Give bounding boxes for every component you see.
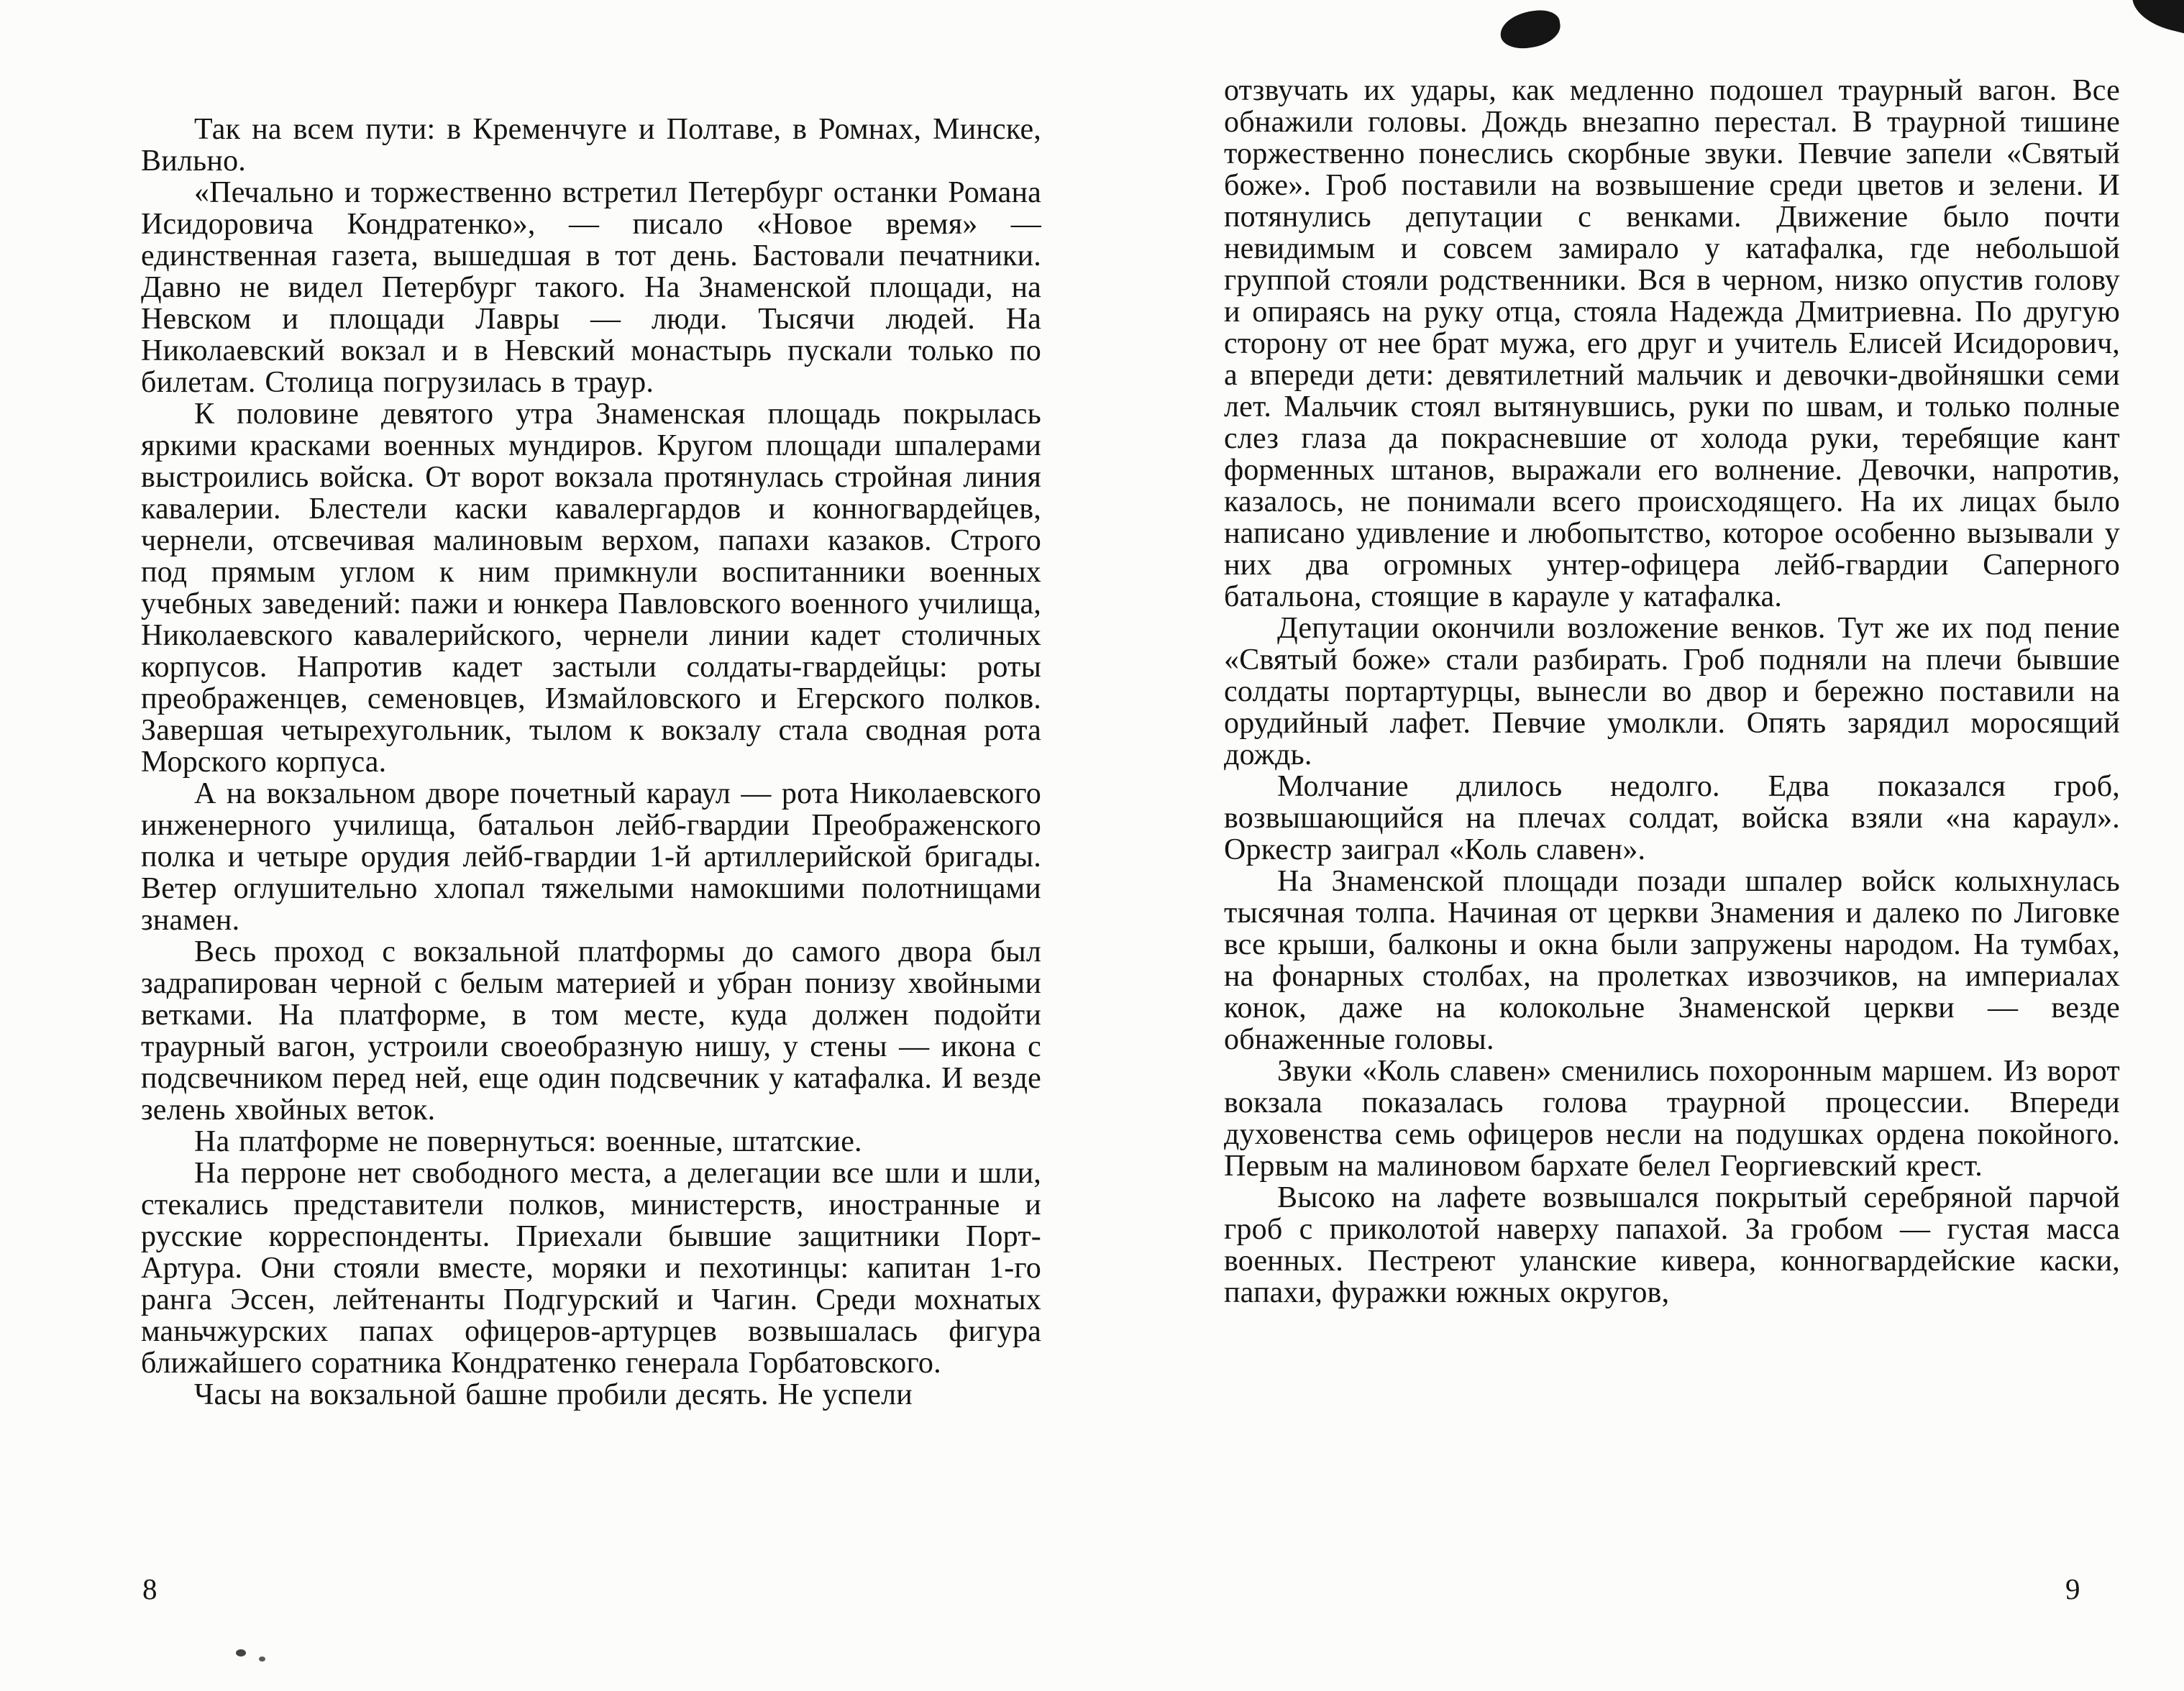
paragraph: Так на всем пути: в Кременчуге и Полтаве, в Ромнах, Минске, Вильно.	[141, 113, 1041, 178]
paragraph: На перроне нет свободного места, а делегации все шли и шли, стекались представители полков, министерств, иностранные и русские корреспонденты. Приехали бывшие защитники Порт-Артура. Они стояли вместе, моряки и пехотинцы: капитан 1-го ранга Эссен, лейтенанты Подгурский и Чагин. Среди мохнатых маньчжурских папах офицеров-артурцев возвышалась фигура ближайшего соратника Кондратенко генерала Горбатовского.	[141, 1157, 1041, 1380]
scan-artifact	[236, 1649, 246, 1656]
paragraph-continuation: отзвучать их удары, как медленно подошел траурный вагон. Все обнажили головы. Дождь внезапно перестал. В траурной тишине торжественно понеслись скорбные звуки. Певчие запели «Святый боже». Гроб поставили на возвышение среди цветов и зелени. И потянулись депутации с венками. Движение было почти невидимым и совсем замирало у катафалка, где небольшой группой стояли родственники. Вся в черном, низко опустив голову и опираясь на руку отца, стояла Надежда Дмитриевна. По другую сторону от нее брат мужа, его друг и учитель Елисей Исидорович, а впереди дети: девятилетний мальчик и девочки-двойняшки семи лет. Мальчик стоял вытянувшись, руки по швам, и только полные слез глаза да покрасневшие от холода руки, теребящие кант форменных штанов, выражали его волнение. Девочки, напротив, казалось, не понимали всего происходящего. На их лицах было написано удивление и любопытство, которое особенно вызывали у них два огромных унтер-офицера лейб-гвардии Саперного батальона, стоящие в карауле у катафалка.	[1224, 74, 2120, 613]
scan-artifact	[1498, 7, 1563, 51]
paragraph: Весь проход с вокзальной платформы до самого двора был задрапирован черной с белым материей и убран понизу хвойными ветками. На платформе, в том месте, куда должен подойти траурный вагон, устроили своеобразную нишу, у стены — икона с подсвечником перед ней, еще один подсвечник у катафалка. И везде зелень хвойных веток.	[141, 935, 1041, 1127]
scan-artifact	[259, 1656, 265, 1662]
paragraph: Звуки «Коль славен» сменились похоронным маршем. Из ворот вокзала показалась голова траурной процессии. Впереди духовенства семь офицеров несли на подушках ордена покойного. Первым на малиновом бархате белел Георгиевский крест.	[1224, 1055, 2120, 1183]
right-page-text-block	[1224, 75, 2120, 1309]
scan-artifact	[2126, 0, 2184, 35]
paragraph: А на вокзальном дворе почетный караул — рота Николаевского инженерного училища, батальон лейб-гвардии Преображенского полка и четыре орудия лейб-гвардии 1-й артиллерийской бригады. Ветер оглушительно хлопал тяжелыми намокшими полотнищами знамен.	[141, 777, 1041, 937]
left-page-text-block	[141, 114, 1041, 1411]
paragraph: Молчание длилось недолго. Едва показался гроб, возвышающийся на плечах солдат, войска взяли «на караул». Оркестр заиграл «Коль славен».	[1224, 770, 2120, 866]
paragraph: Высоко на лафете возвышался покрытый серебряной парчой гроб с приколотой наверху папахой. За гробом — густая масса военных. Пестреют уланские кивера, конногвардейские каски, папахи, фуражки южных округов,	[1224, 1181, 2120, 1309]
paragraph: «Печально и торжественно встретил Петербург останки Романа Исидоровича Кондратенко», — писало «Новое время» — единственная газета, вышедшая в тот день. Бастовали печатники. Давно не видел Петербург такого. На Знаменской площади, на Невском и площади Лавры — люди. Тысячи людей. На Николаевский вокзал и в Невский монастырь пускали только по билетам. Столица погрузилась в траур.	[141, 176, 1041, 399]
paragraph: На Знаменской площади позади шпалер войск колыхнулась тысячная толпа. Начиная от церкви Знамения и далеко по Лиговке все крыши, балконы и окна были запружены народом. На тумбах, на фонарных столбах, на пролетках извозчиков, на империалах конок, даже на колокольне Знаменской церкви — везде обнаженные головы.	[1224, 865, 2120, 1056]
paragraph: Часы на вокзальной башне пробили десять. Не успели	[194, 1378, 913, 1411]
left-page-number: 8	[142, 1572, 157, 1605]
paragraph: На платформе не повернуться: военные, штатские.	[194, 1125, 862, 1158]
paragraph: Депутации окончили возложение венков. Тут же их под пение «Святый боже» стали разбирать. Гроб подняли на плечи бывшие солдаты портартурцы, вынесли во двор и бережно поставили на орудийный лафет. Певчие умолкли. Опять зарядил моросящий дождь.	[1224, 612, 2120, 771]
right-page-number: 9	[2065, 1572, 2080, 1605]
paragraph: К половине девятого утра Знаменская площадь покрылась яркими красками военных мундиров. Кругом площади шпалерами выстроились войска. От ворот вокзала протянулась стройная линия кавалерии. Блестели каски кавалергардов и конногвардейцев, чернели, отсвечивая малиновым верхом, папахи казаков. Строго под прямым углом к ним примкнули воспитанники военных учебных заведений: пажи и юнкера Павловского военного училища, Николаевского кавалерийского, чернели линии кадет столичных корпусов. Напротив кадет застыли солдаты-гвардейцы: роты преображенцев, семеновцев, Измайловского и Егерского полков. Завершая четырехугольник, тылом к вокзалу стала сводная рота Морского корпуса.	[141, 398, 1041, 779]
